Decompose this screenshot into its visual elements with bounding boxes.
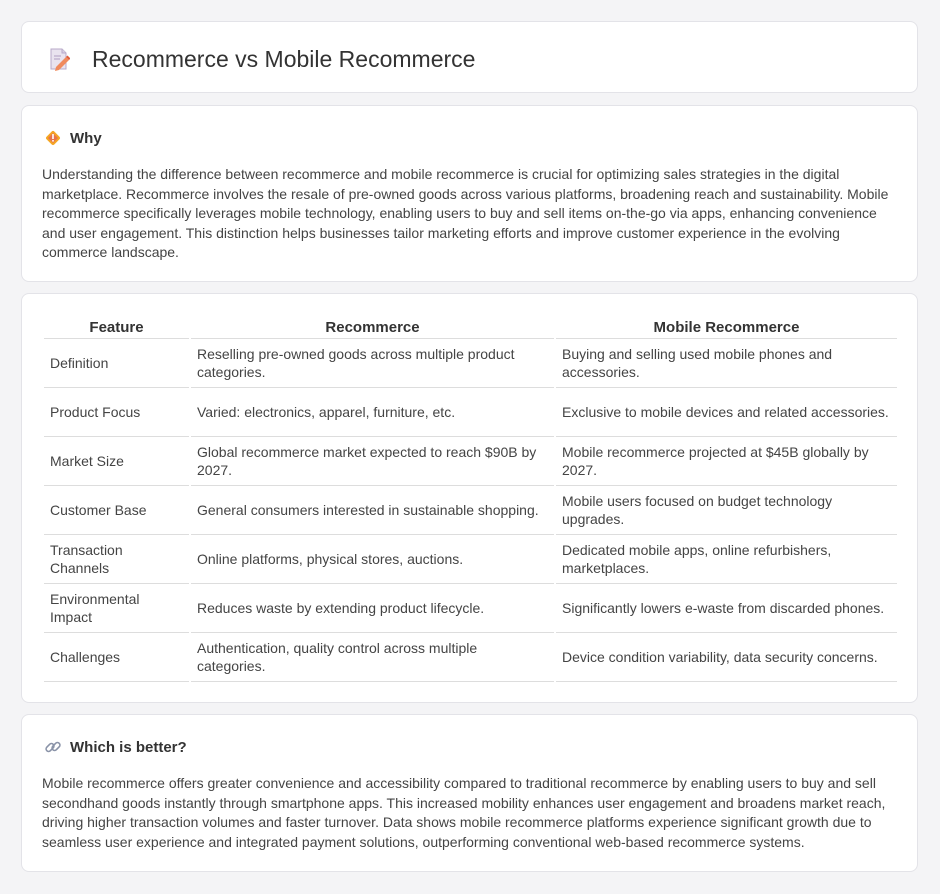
feature-cell: Transaction Channels <box>44 535 189 584</box>
feature-cell: Market Size <box>44 437 189 486</box>
pencil-note-icon <box>48 47 70 71</box>
why-heading: Why <box>70 129 102 147</box>
table-row <box>44 486 897 535</box>
mobile-recommerce-cell: Dedicated mobile apps, online refurbishers, marketplaces. <box>556 535 897 584</box>
mobile-recommerce-cell: Buying and selling used mobile phones and accessories. <box>556 339 897 388</box>
recommerce-cell: Varied: electronics, apparel, furniture, etc. <box>191 388 554 437</box>
header-mobile-recommerce: Mobile Recommerce <box>556 316 897 339</box>
recommerce-cell: Global recommerce market expected to reach $90B by 2027. <box>191 437 554 486</box>
recommerce-cell: Authentication, quality control across multiple categories. <box>191 633 554 682</box>
recommerce-cell: Reduces waste by extending product lifecycle. <box>191 584 554 633</box>
mobile-recommerce-cell: Exclusive to mobile devices and related accessories. <box>556 388 897 437</box>
mobile-recommerce-cell: Mobile recommerce projected at $45B globally by 2027. <box>556 437 897 486</box>
feature-cell: Customer Base <box>44 486 189 535</box>
mobile-recommerce-cell: Significantly lowers e-waste from discarded phones. <box>556 584 897 633</box>
better-header <box>44 737 187 757</box>
recommerce-cell: General consumers interested in sustainable shopping. <box>191 486 554 535</box>
why-header <box>44 128 102 148</box>
feature-cell: Definition <box>44 339 189 388</box>
recommerce-cell: Reselling pre-owned goods across multiple product categories. <box>191 339 554 388</box>
link-icon <box>44 738 62 756</box>
table-row <box>44 339 897 388</box>
table-row <box>44 584 897 633</box>
table-row <box>44 437 897 486</box>
which-is-better-section <box>21 714 918 872</box>
why-body: Understanding the difference between recommerce and mobile recommerce is crucial for optimizing sales strategies in the digital marketplace. Recommerce involves the resale of pre-owned goods across various platforms, broadening reach and sustainability. Mobile recommerce specifically leverages mobile technology, enabling users to buy and sell items on-the-go via apps, enhancing convenience and user engagement. This distinction helps businesses tailor marketing efforts and improve customer experience in the evolving commerce landscape. <box>42 166 889 260</box>
header-recommerce: Recommerce <box>191 316 554 339</box>
diamond-warning-icon <box>44 129 62 147</box>
title-card <box>21 21 918 93</box>
feature-cell: Challenges <box>44 633 189 682</box>
recommerce-cell: Online platforms, physical stores, auctions. <box>191 535 554 584</box>
mobile-recommerce-cell: Device condition variability, data security concerns. <box>556 633 897 682</box>
mobile-recommerce-cell: Mobile users focused on budget technology upgrades. <box>556 486 897 535</box>
feature-cell: Product Focus <box>44 388 189 437</box>
comparison-section <box>21 293 918 703</box>
table-row <box>44 388 897 437</box>
page-title: Recommerce vs Mobile Recommerce <box>92 46 476 72</box>
better-body: Mobile recommerce offers greater convenience and accessibility compared to traditional recommerce by enabling users to buy and sell secondhand goods instantly through smartphone apps. This increased mobility enhances user engagement and broadens market reach, driving higher transaction volumes and faster turnover. Data shows mobile recommerce platforms experience significant growth due to seamless user experience and integrated payment solutions, outperforming conventional web-based recommerce systems. <box>42 775 886 850</box>
why-section <box>21 105 918 282</box>
table-row <box>44 633 897 682</box>
comparison-table <box>42 316 899 682</box>
feature-cell: Environmental Impact <box>44 584 189 633</box>
better-heading: Which is better? <box>70 738 187 756</box>
header-feature: Feature <box>44 316 189 339</box>
table-header-row <box>44 316 897 339</box>
table-row <box>44 535 897 584</box>
